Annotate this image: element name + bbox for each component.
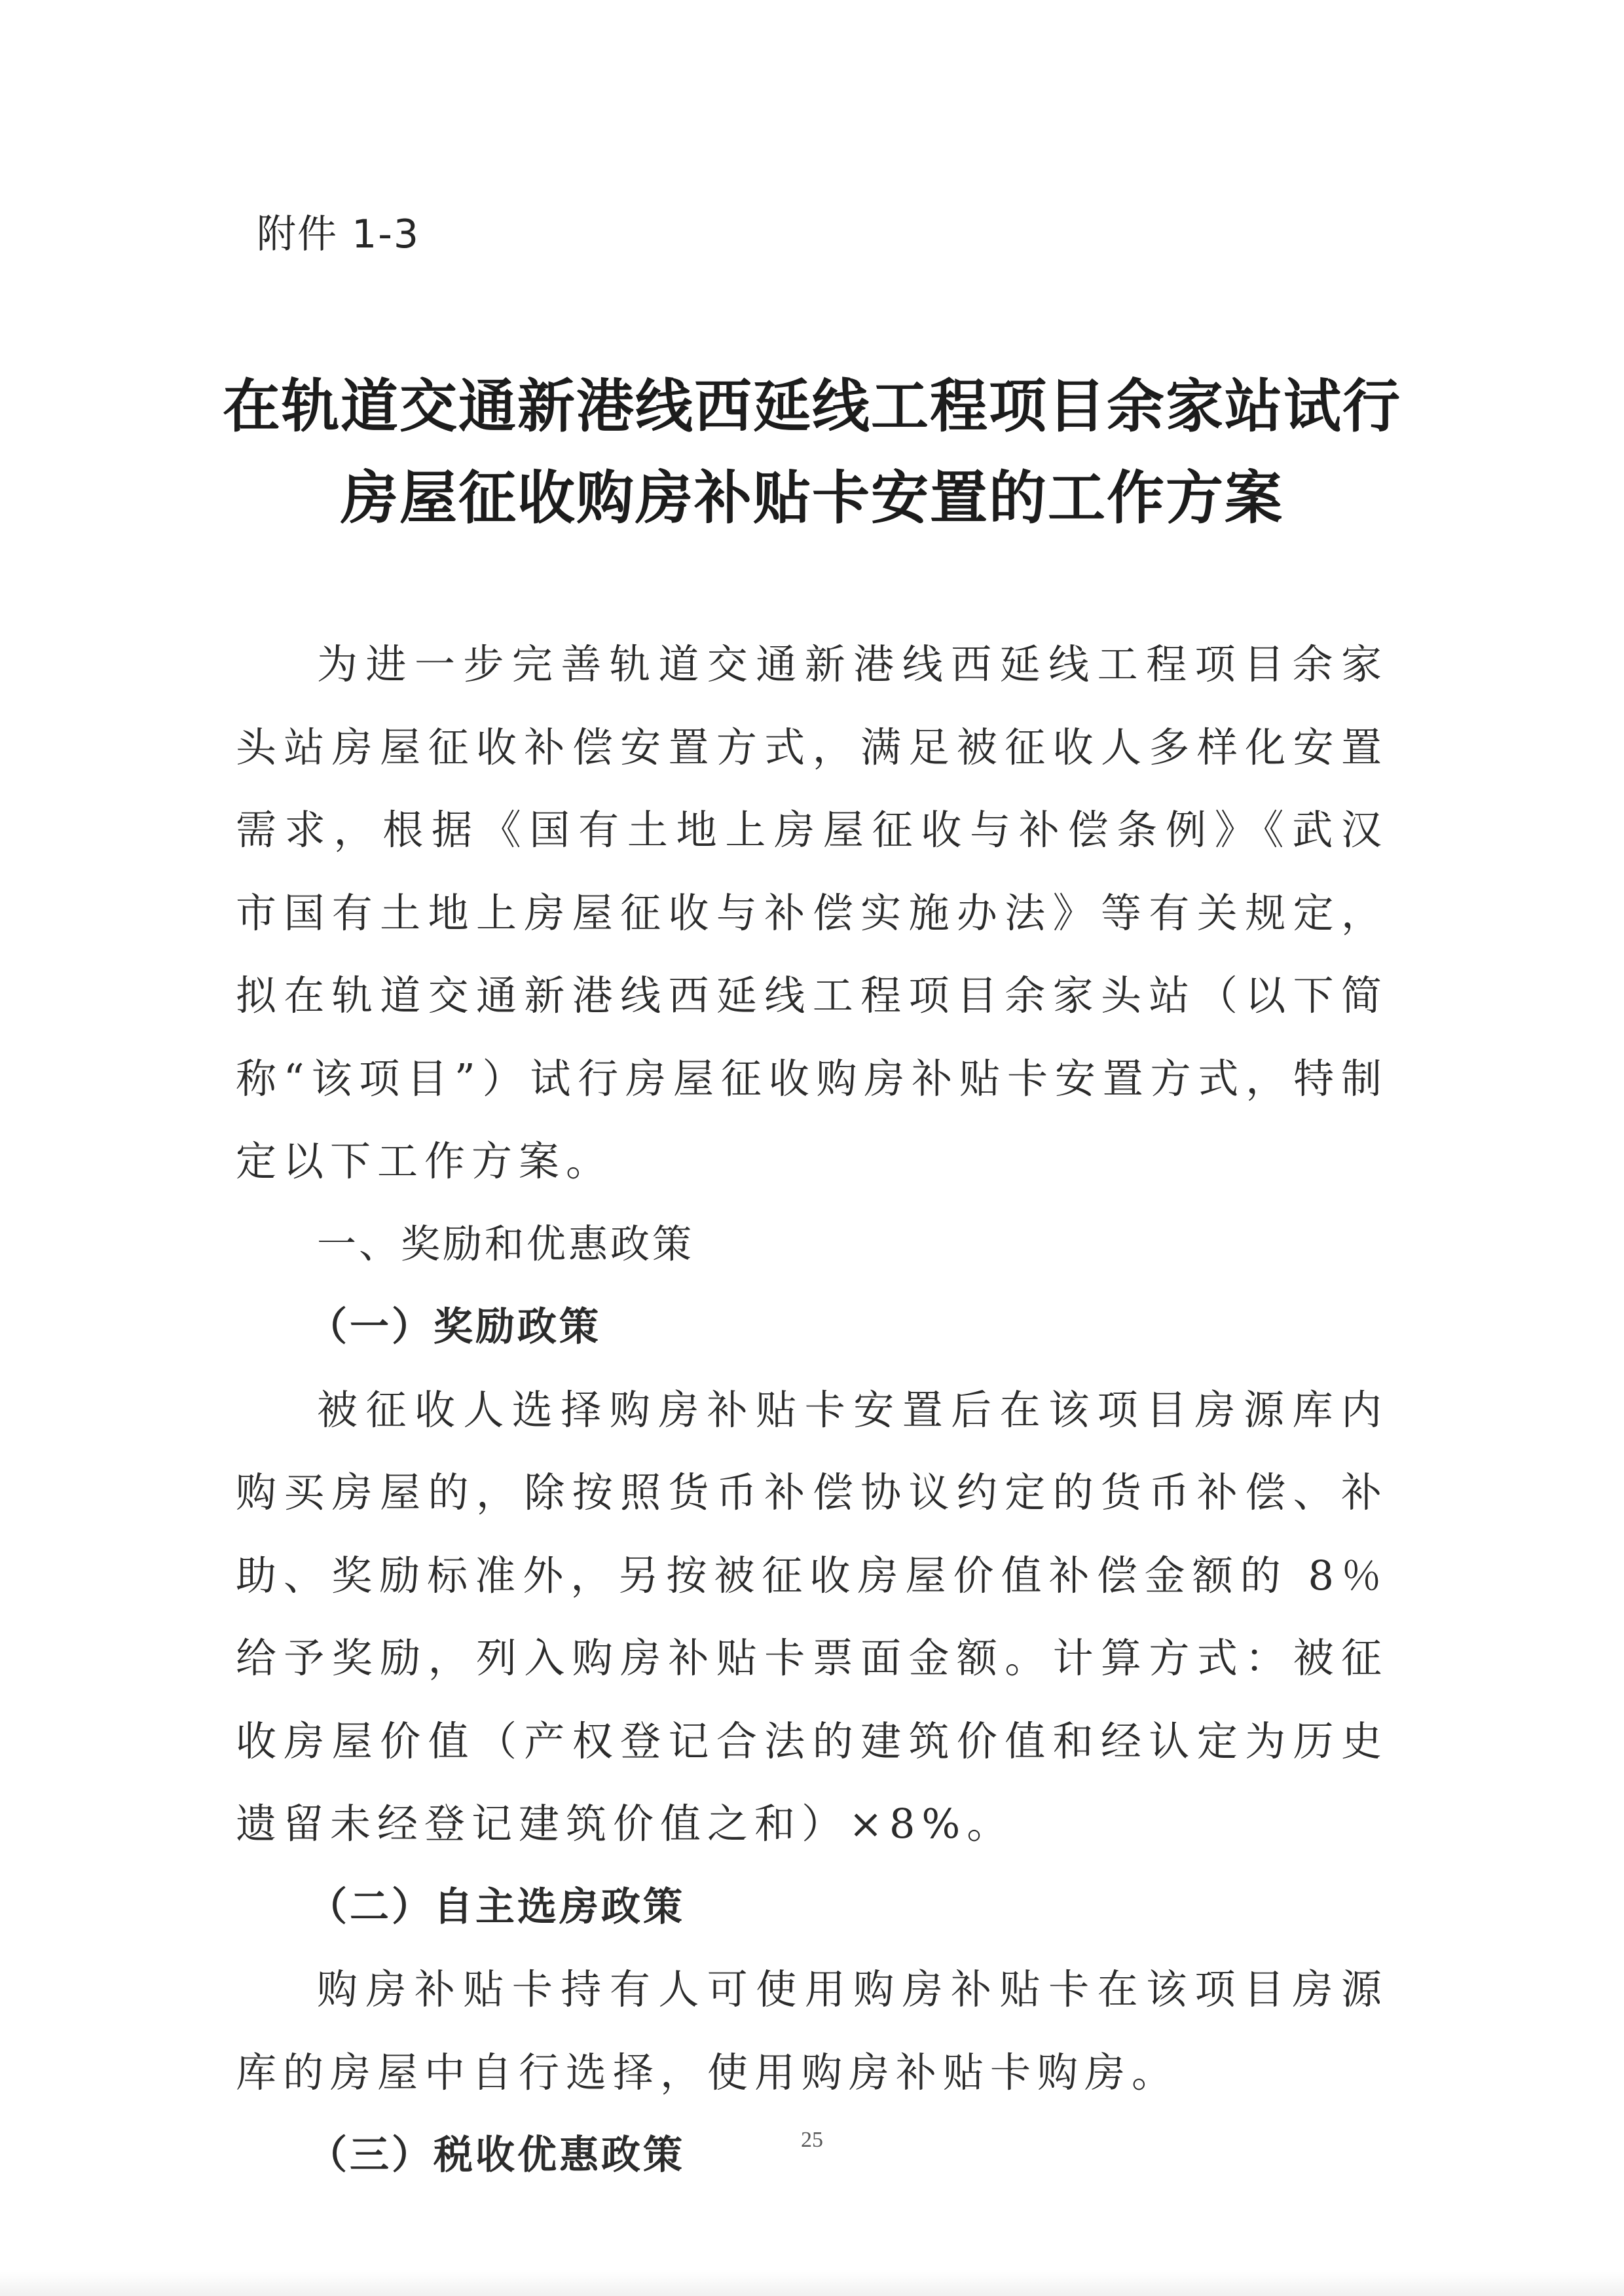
- page-number: 25: [801, 2128, 823, 2152]
- document-title: [223, 360, 1401, 543]
- scan-bottom-edge: [0, 2272, 1624, 2296]
- intro-paragraph: 为进一步完善轨道交通新港线西延线工程项目余家头站房屋征收补偿安置方式，满足被征收人多样化安置需求，根据《国有土地上房屋征收与补偿条例》《武汉市国有土地上房屋征收与补偿实施办法》等有关规定，拟在轨道交通新港线西延线工程项目余家头站（以下简称“该项目”）试行房屋征收购房补贴卡安置方式，特制定以下工作方案。: [236, 640, 1388, 1185]
- subsection-heading-tax-preferential-policy: （三）税收优惠政策: [308, 2132, 685, 2178]
- section-heading-rewards-and-preferential-policies: 一、奖励和优惠政策: [317, 1221, 694, 1267]
- attachment-label: 附件 1-3: [257, 211, 420, 257]
- title-line-1: 在轨道交通新港线西延线工程项目余家站试行: [223, 372, 1402, 440]
- title-line-2: 房屋征收购房补贴卡安置的工作方案: [340, 464, 1283, 532]
- document-body: [236, 623, 1388, 2197]
- reward-policy-paragraph: 被征收人选择购房补贴卡安置后在该项目房源库内购买房屋的，除按照货币补偿协议约定的货币补偿、补助、奖励标准外，另按被征收房屋价值补偿金额的 8％给予奖励，列入购房补贴卡票面金额。计算方式：被征收房屋价值（产权登记合法的建筑价值和经认定为历史遗留未经登记建筑价值之和）×8%。: [236, 1385, 1388, 1848]
- self-selection-policy-paragraph: 购房补贴卡持有人可使用购房补贴卡在该项目房源库的房屋中自行选择，使用购房补贴卡购房。: [236, 1965, 1388, 2096]
- subsection-heading-self-selection-policy: （二）自主选房政策: [308, 1884, 685, 1930]
- subsection-heading-reward-policy: （一）奖励政策: [308, 1304, 601, 1350]
